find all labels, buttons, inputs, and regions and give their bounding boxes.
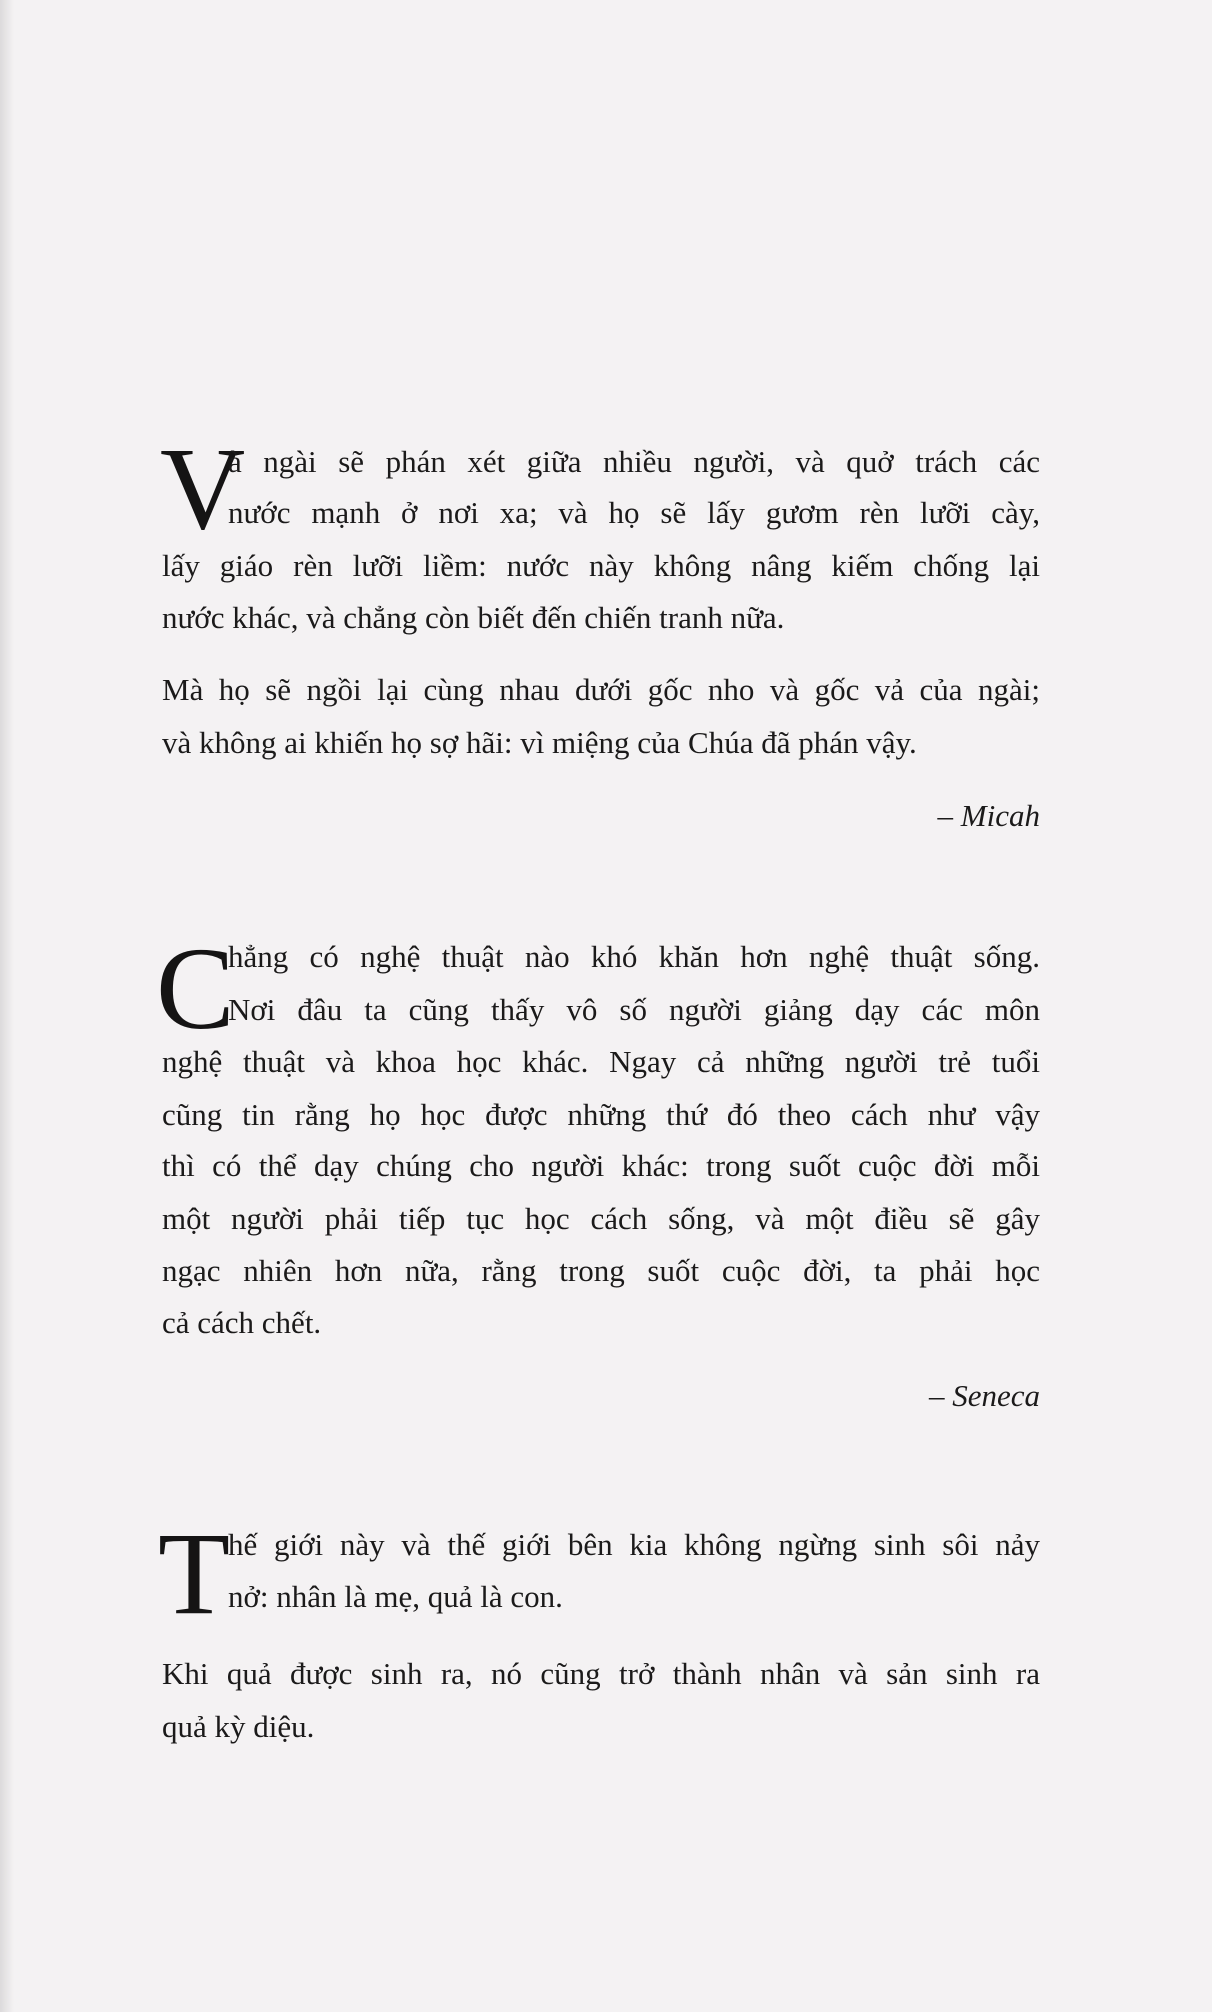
text-line: Khi quả được sinh ra, nó cũng trở thành nhân và sản sinh ra — [162, 1656, 1040, 1691]
text-line: và không ai khiến họ sợ hãi: vì miệng của Chúa đã phán vậy. — [162, 725, 917, 760]
text-line: Mà họ sẽ ngồi lại cùng nhau dưới gốc nho và gốc vả của ngài; — [162, 672, 1040, 707]
text-line: hẳng có nghệ thuật nào khó khăn hơn nghệ thuật sống. — [228, 939, 1040, 974]
drop-cap-t: T — [158, 1508, 231, 1639]
text-line: quả kỳ diệu. — [162, 1709, 315, 1744]
text-line: hế giới này và thế giới bên kia không ngừng sinh sôi nảy — [228, 1527, 1040, 1562]
text-line: lấy giáo rèn lưỡi liềm: nước này không nâng kiếm chống lại — [162, 548, 1040, 583]
text-line: một người phải tiếp tục học cách sống, và một điều sẽ gây — [162, 1201, 1040, 1236]
drop-cap-c: C — [156, 923, 235, 1054]
text-line: Nơi đâu ta cũng thấy vô số người giảng dạy các môn — [228, 992, 1040, 1027]
text-line: nghệ thuật và khoa học khác. Ngay cả những người trẻ tuổi — [162, 1044, 1040, 1079]
page-edge-shadow — [0, 0, 14, 2012]
text-line: nước khác, và chẳng còn biết đến chiến tranh nữa. — [162, 600, 785, 635]
text-line: thì có thể dạy chúng cho người khác: trong suốt cuộc đời mỗi — [162, 1148, 1040, 1183]
text-line: nước mạnh ở nơi xa; và họ sẽ lấy gươm rèn lưỡi cày, — [228, 495, 1040, 530]
attribution-micah: – Micah — [937, 798, 1040, 833]
text-line: cả cách chết. — [162, 1305, 322, 1340]
text-line: nở: nhân là mẹ, quả là con. — [228, 1579, 563, 1614]
attribution-seneca: – Seneca — [928, 1378, 1040, 1413]
text-line: à ngài sẽ phán xét giữa nhiều người, và quở trách các — [228, 444, 1040, 479]
text-line: cũng tin rằng họ học được những thứ đó theo cách như vậy — [162, 1097, 1040, 1132]
text-line: ngạc nhiên hơn nữa, rằng trong suốt cuộc đời, ta phải học — [162, 1253, 1040, 1288]
drop-cap-v: V — [160, 423, 246, 554]
